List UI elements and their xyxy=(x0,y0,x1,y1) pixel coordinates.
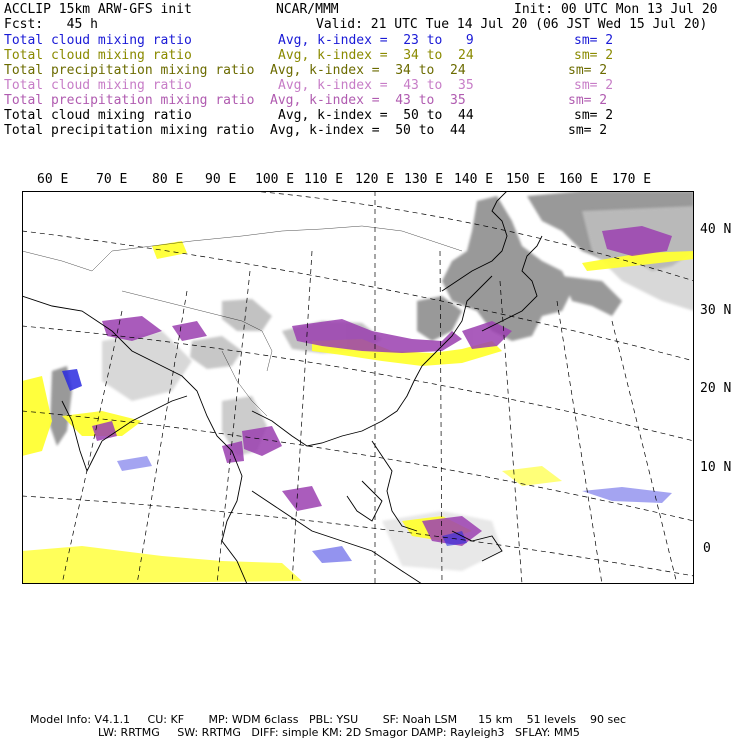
lat-label: 30 N xyxy=(700,303,732,318)
model-info-line1: Model Info: V4.1.1 CU: KF MP: WDM 6class PBL: YSU SF: Noah LSM 15 km 51 levels 90 sec xyxy=(30,713,627,726)
plot-title: ACCLIP 15km ARW-GFS init xyxy=(4,2,192,17)
lon-label: 70 E xyxy=(96,172,128,187)
lat-label: 0 xyxy=(703,541,711,556)
field-avg: Avg, k-index = 23 to 9 xyxy=(278,33,474,48)
lon-label: 170 E xyxy=(612,172,652,187)
lon-label: 110 E xyxy=(304,172,344,187)
lon-label: 160 E xyxy=(559,172,599,187)
forecast-map xyxy=(22,191,694,584)
init-time: Init: 00 UTC Mon 13 Jul 20 xyxy=(514,2,718,17)
lat-label: 20 N xyxy=(700,381,732,396)
lon-label: 130 E xyxy=(404,172,444,187)
lon-label: 60 E xyxy=(37,172,69,187)
field-sm: sm= 2 xyxy=(574,48,614,63)
field-sm: sm= 2 xyxy=(568,93,608,108)
field-sm: sm= 2 xyxy=(574,33,614,48)
field-sm: sm= 2 xyxy=(574,108,614,123)
field-name: Total precipitation mixing ratio xyxy=(4,93,255,108)
lon-label: 140 E xyxy=(454,172,494,187)
field-avg: Avg, k-index = 43 to 35 xyxy=(270,93,466,108)
field-avg: Avg, k-index = 34 to 24 xyxy=(278,48,474,63)
field-name: Total precipitation mixing ratio xyxy=(4,63,255,78)
lon-label: 150 E xyxy=(506,172,546,187)
lat-label: 40 N xyxy=(700,222,732,237)
valid-time: Valid: 21 UTC Tue 14 Jul 20 (06 JST Wed 15 Jul 20) xyxy=(316,17,708,32)
org-label: NCAR/MMM xyxy=(276,2,339,17)
lon-label: 80 E xyxy=(152,172,184,187)
field-sm: sm= 2 xyxy=(568,123,608,138)
lon-label: 100 E xyxy=(255,172,295,187)
forecast-hour: Fcst: 45 h xyxy=(4,17,98,32)
model-info-line2: LW: RRTMG SW: RRTMG DIFF: simple KM: 2D Smagor DAMP: Rayleigh3 SFLAY: MM5 xyxy=(98,726,580,739)
field-avg: Avg, k-index = 34 to 24 xyxy=(270,63,466,78)
field-name: Total cloud mixing ratio xyxy=(4,78,192,93)
field-sm: sm= 2 xyxy=(574,78,614,93)
lon-label: 120 E xyxy=(355,172,395,187)
field-name: Total cloud mixing ratio xyxy=(4,108,192,123)
field-sm: sm= 2 xyxy=(568,63,608,78)
field-name: Total precipitation mixing ratio xyxy=(4,123,255,138)
field-avg: Avg, k-index = 50 to 44 xyxy=(270,123,466,138)
field-name: Total cloud mixing ratio xyxy=(4,48,192,63)
lat-label: 10 N xyxy=(700,460,732,475)
lon-label: 90 E xyxy=(205,172,237,187)
field-avg: Avg, k-index = 50 to 44 xyxy=(278,108,474,123)
field-avg: Avg, k-index = 43 to 35 xyxy=(278,78,474,93)
field-name: Total cloud mixing ratio xyxy=(4,33,192,48)
